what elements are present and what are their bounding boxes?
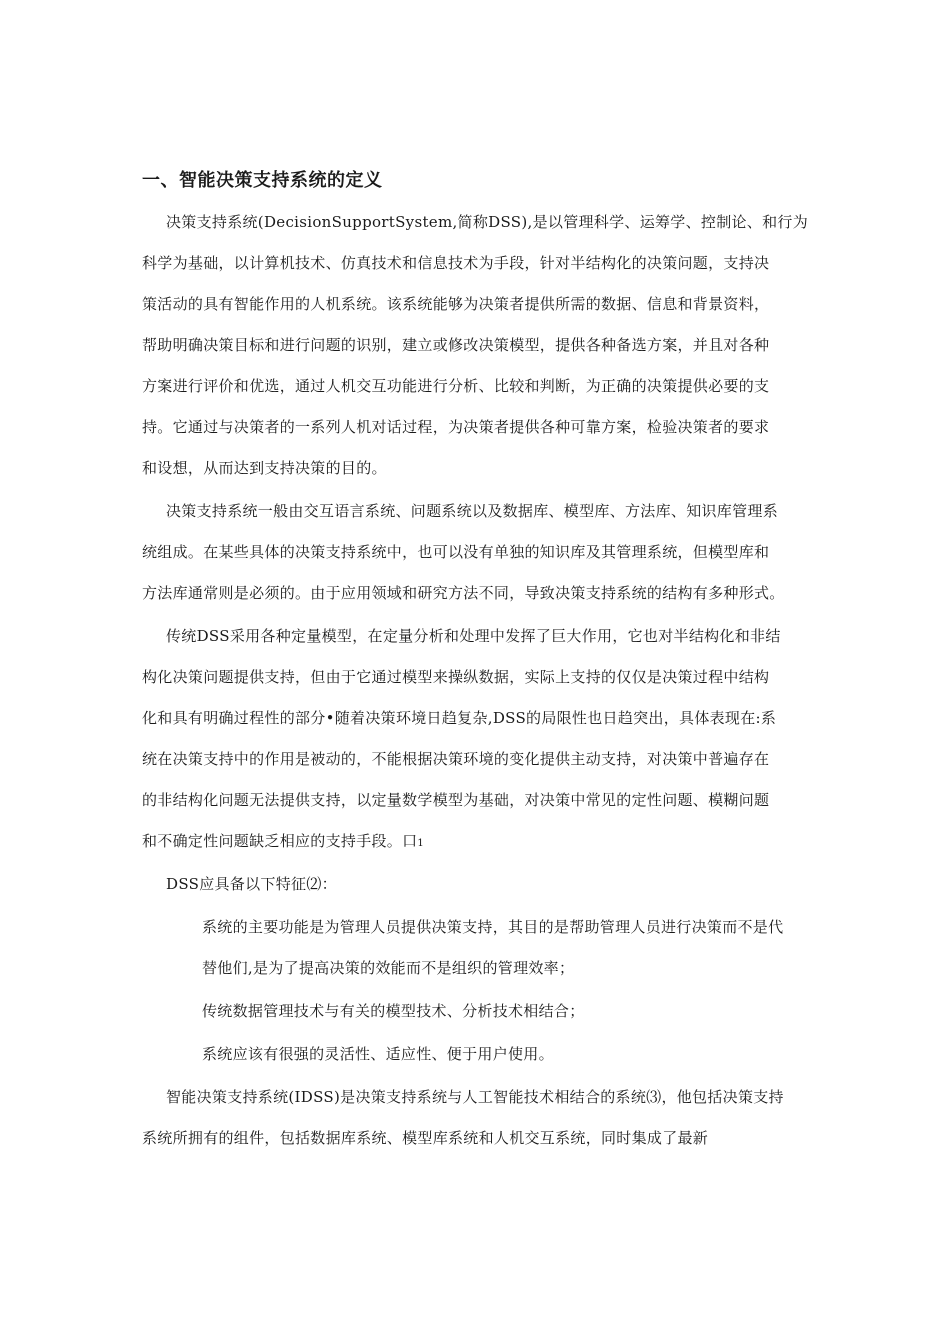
paragraph-line: DSS应具备以下特征⑵： <box>166 875 337 893</box>
paragraph-line: 统在决策支持中的作用是被动的，不能根据决策环境的变化提供主动支持，对决策中普遍存在 <box>142 750 770 768</box>
list-item-line: 替他们,是为了提高决策的效能而不是组织的管理效率； <box>202 959 575 977</box>
paragraph-line: 的非结构化问题无法提供支持，以定量数学模型为基础，对决策中常见的定性问题、模糊问题 <box>142 791 770 809</box>
paragraph-line: 决策支持系统一般由交互语言系统、问题系统以及数据库、模型库、方法库、知识库管理系 <box>166 502 779 520</box>
paragraph-line-text: 和不确定性问题缺乏相应的支持手段。口 <box>142 832 418 850</box>
paragraph-line: 方案进行评价和优选，通过人机交互功能进行分析、比较和判断，为正确的决策提供必要的支 <box>142 377 770 395</box>
paragraph-line: 帮助明确决策目标和进行问题的识别，建立或修改决策模型，提供各种备选方案，并且对各种 <box>142 336 770 354</box>
paragraph-line: 策活动的具有智能作用的人机系统。该系统能够为决策者提供所需的数据、信息和背景资料， <box>142 295 770 313</box>
section-heading: 一、智能决策支持系统的定义 <box>142 170 383 191</box>
paragraph-line: 构化决策问题提供支持，但由于它通过模型来操纵数据，实际上支持的仅仅是决策过程中结构 <box>142 668 770 686</box>
paragraph-line: 传统DSS采用各种定量模型，在定量分析和处理中发挥了巨大作用，它也对半结构化和非结 <box>166 627 781 645</box>
paragraph-line: 系统所拥有的组件，包括数据库系统、模型库系统和人机交互系统，同时集成了最新 <box>142 1129 709 1147</box>
list-item-line: 系统的主要功能是为管理人员提供决策支持，其目的是帮助管理人员进行决策而不是代 <box>202 918 784 936</box>
paragraph-line: 决策支持系统(DecisionSupportSystem,简称DSS),是以管理科学、运筹学、控制论、和行为 <box>166 213 808 231</box>
paragraph-line: 持。它通过与决策者的一系列人机对话过程，为决策者提供各种可靠方案，检验决策者的要求 <box>142 418 770 436</box>
list-item-line: 系统应该有很强的灵活性、适应性、便于用户使用。 <box>202 1045 554 1063</box>
paragraph-line: 智能决策支持系统(IDSS)是决策支持系统与人工智能技术相结合的系统⑶，他包括决策支持 <box>166 1088 784 1106</box>
paragraph-line: 科学为基础，以计算机技术、仿真技术和信息技术为手段，针对半结构化的决策问题，支持决 <box>142 254 770 272</box>
paragraph-line: 和设想，从而达到支持决策的目的。 <box>142 459 387 477</box>
list-item-line: 传统数据管理技术与有关的模型技术、分析技术相结合； <box>202 1002 585 1020</box>
paragraph-line: 统组成。在某些具体的决策支持系统中，也可以没有单独的知识库及其管理系统，但模型库和 <box>142 543 770 561</box>
paragraph-line: 方法库通常则是必须的。由于应用领域和研究方法不同，导致决策支持系统的结构有多种形式。 <box>142 584 785 602</box>
paragraph-line: 化和具有明确过程性的部分•随着决策环境日趋复杂,DSS的局限性也日趋突出，具体表现在:系 <box>142 709 777 727</box>
footnote-marker: 1 <box>417 838 425 849</box>
paragraph-line <box>142 829 424 856</box>
